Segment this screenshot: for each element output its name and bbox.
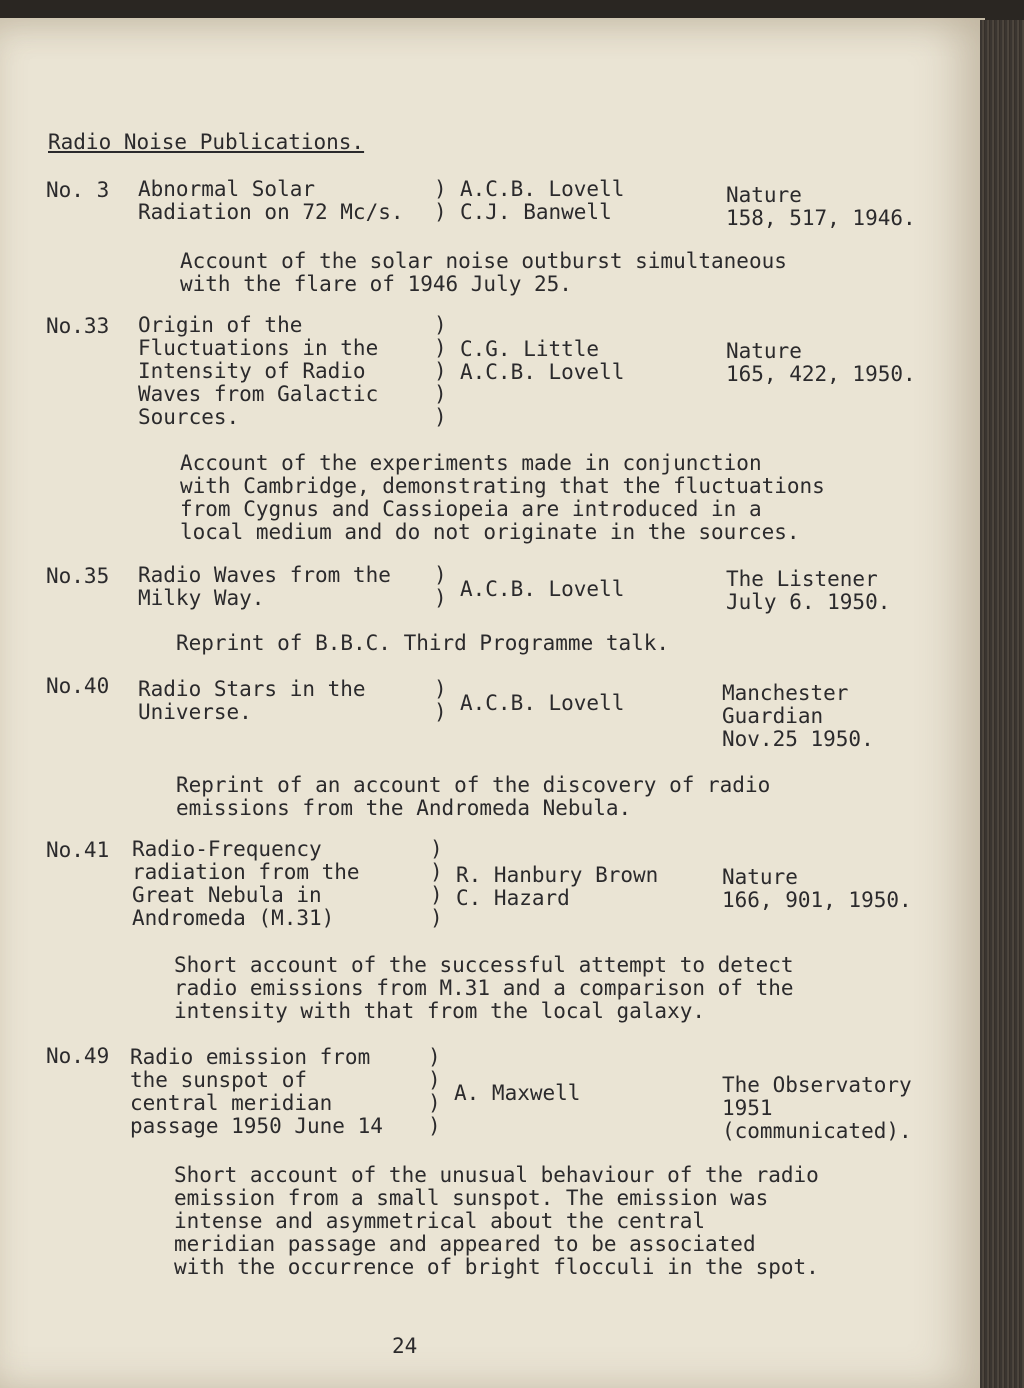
entry-braces: ) ) — [434, 177, 447, 224]
entry-authors: A. Maxwell — [454, 1081, 581, 1105]
entry-description: Short account of the successful attempt to detect radio emissions from M.31 and a comparison of the intensity with that from the local galaxy. — [174, 953, 794, 1023]
entry-braces: ) ) ) ) — [428, 1045, 441, 1138]
entry-title: Radio emission from the sunspot of central meridian passage 1950 June 14 — [130, 1045, 383, 1138]
document-page — [0, 18, 985, 1388]
entry-publication: The Observatory 1951 (communicated). — [722, 1073, 912, 1143]
entry-braces: ) ) — [434, 677, 447, 724]
entry-publication: Nature 166, 901, 1950. — [722, 865, 912, 912]
entry-publication: Nature 158, 517, 1946. — [726, 183, 916, 230]
entry-authors: C.G. Little A.C.B. Lovell — [460, 337, 625, 384]
entry-title: Radio Stars in the Universe. — [138, 677, 366, 724]
entry-braces: ) ) ) ) ) — [434, 313, 447, 429]
entry-number: No.35 — [46, 564, 110, 588]
page-heading: Radio Noise Publications. — [48, 130, 365, 154]
entry-braces: ) ) ) ) — [430, 837, 443, 930]
entry-title: Radio-Frequency radiation from the Great Nebula in Andromeda (M.31) — [132, 837, 360, 930]
entry-number: No. 3 — [46, 178, 110, 202]
entry-authors: R. Hanbury Brown C. Hazard — [456, 863, 659, 910]
entry-title: Radio Waves from the Milky Way. — [138, 563, 391, 610]
entry-number: No.40 — [46, 674, 110, 698]
entry-braces: ) ) — [434, 563, 447, 610]
entry-number: No.41 — [46, 838, 110, 862]
entry-publication: Nature 165, 422, 1950. — [726, 339, 916, 386]
entry-number: No.33 — [46, 314, 110, 338]
entry-title: Origin of the Fluctuations in the Intensity of Radio Waves from Galactic Sources. — [138, 313, 379, 429]
entry-authors: A.C.B. Lovell — [460, 577, 625, 601]
book-spine-edge — [980, 20, 1024, 1388]
entry-authors: A.C.B. Lovell — [460, 691, 625, 715]
entry-title: Abnormal Solar Radiation on 72 Mc/s. — [138, 177, 404, 224]
entry-publication: Manchester Guardian Nov.25 1950. — [722, 681, 874, 751]
entry-number: No.49 — [46, 1044, 110, 1068]
entry-description: Account of the solar noise outburst simultaneous with the flare of 1946 July 25. — [180, 249, 787, 296]
entry-description: Account of the experiments made in conjunction with Cambridge, demonstrating that the fluctuations from Cygnus and Cassiopeia are introduced in a local medium and do not originate in the sources. — [180, 451, 825, 544]
entry-description: Short account of the unusual behaviour of the radio emission from a small sunspot. The emission was intense and asymmetrical about the central meridian passage and appeared to be associated with the occurrence of bright flocculi in the spot. — [174, 1163, 819, 1279]
entry-authors: A.C.B. Lovell C.J. Banwell — [460, 177, 625, 224]
entry-description: Reprint of an account of the discovery of radio emissions from the Andromeda Nebula. — [176, 773, 771, 820]
entry-description: Reprint of B.B.C. Third Programme talk. — [176, 631, 670, 655]
entry-publication: The Listener July 6. 1950. — [726, 567, 891, 614]
page-number: 24 — [392, 1334, 418, 1358]
